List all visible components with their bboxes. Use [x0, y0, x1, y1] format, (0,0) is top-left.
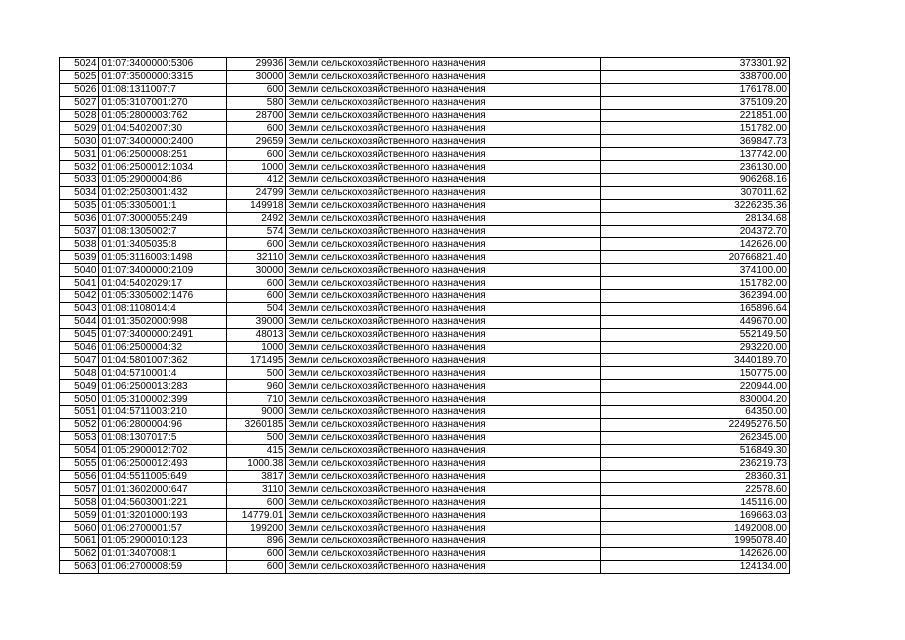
table-row	[60, 393, 790, 406]
cadastral-number-cell: 01:07:3400000:2109	[99, 264, 226, 277]
row-number-cell: 5042	[60, 290, 99, 303]
table-row	[60, 251, 790, 264]
row-number-cell: 5047	[60, 354, 99, 367]
cadastral-value-cell: 150775.00	[600, 367, 789, 380]
land-category-cell: Земли сельскохозяйственного назначения	[286, 199, 600, 212]
cadastral-value-cell: 20766821.40	[600, 251, 789, 264]
cadastral-number-cell: 01:08:1305002:7	[99, 225, 226, 238]
area-cell: 1000.38	[226, 457, 286, 470]
table-row	[60, 547, 790, 560]
land-category-cell: Земли сельскохозяйственного назначения	[286, 354, 600, 367]
cadastral-number-cell: 01:08:1108014:4	[99, 302, 226, 315]
row-number-cell: 5059	[60, 509, 99, 522]
area-cell: 48013	[226, 328, 286, 341]
row-number-cell: 5040	[60, 264, 99, 277]
cadastral-value-cell: 374100.00	[600, 264, 789, 277]
cadastral-number-cell: 01:01:3502000:998	[99, 315, 226, 328]
cadastral-number-cell: 01:04:5710001:4	[99, 367, 226, 380]
row-number-cell: 5032	[60, 161, 99, 174]
cadastral-value-cell: 169663.03	[600, 509, 789, 522]
row-number-cell: 5031	[60, 148, 99, 161]
row-number-cell: 5057	[60, 483, 99, 496]
land-category-cell: Земли сельскохозяйственного назначения	[286, 186, 600, 199]
area-cell: 600	[226, 547, 286, 560]
area-cell: 896	[226, 534, 286, 547]
area-cell: 504	[226, 302, 286, 315]
cadastral-number-cell: 01:02:2503001:432	[99, 186, 226, 199]
table-row	[60, 483, 790, 496]
table-row	[60, 264, 790, 277]
area-cell: 710	[226, 393, 286, 406]
cadastral-number-cell: 01:01:3407008:1	[99, 547, 226, 560]
row-number-cell: 5051	[60, 406, 99, 419]
area-cell: 29936	[226, 58, 286, 71]
table-row	[60, 174, 790, 187]
land-category-cell: Земли сельскохозяйственного назначения	[286, 341, 600, 354]
land-category-cell: Земли сельскохозяйственного назначения	[286, 522, 600, 535]
area-cell: 412	[226, 174, 286, 187]
row-number-cell: 5037	[60, 225, 99, 238]
table-row	[60, 199, 790, 212]
row-number-cell: 5043	[60, 302, 99, 315]
cadastral-value-cell: 204372.70	[600, 225, 789, 238]
table-row	[60, 83, 790, 96]
land-category-cell: Земли сельскохозяйственного назначения	[286, 483, 600, 496]
cadastral-number-cell: 01:05:2900010:123	[99, 534, 226, 547]
spreadsheet-page	[59, 57, 790, 574]
land-category-cell: Земли сельскохозяйственного назначения	[286, 109, 600, 122]
table-row	[60, 212, 790, 225]
table-row	[60, 496, 790, 509]
cadastral-number-cell: 01:06:2700008:59	[99, 560, 226, 573]
area-cell: 24799	[226, 186, 286, 199]
cadastral-number-cell: 01:07:3400000:5306	[99, 58, 226, 71]
row-number-cell: 5050	[60, 393, 99, 406]
row-number-cell: 5063	[60, 560, 99, 573]
land-category-cell: Земли сельскохозяйственного назначения	[286, 470, 600, 483]
land-category-cell: Земли сельскохозяйственного назначения	[286, 406, 600, 419]
row-number-cell: 5058	[60, 496, 99, 509]
cadastral-value-cell: 338700.00	[600, 70, 789, 83]
land-category-cell: Земли сельскохозяйственного назначения	[286, 148, 600, 161]
land-plots-table	[59, 57, 790, 574]
row-number-cell: 5038	[60, 238, 99, 251]
area-cell: 30000	[226, 264, 286, 277]
cadastral-number-cell: 01:05:2900004:86	[99, 174, 226, 187]
row-number-cell: 5044	[60, 315, 99, 328]
land-category-cell: Земли сельскохозяйственного назначения	[286, 302, 600, 315]
cadastral-number-cell: 01:08:1307017:5	[99, 431, 226, 444]
table-row	[60, 560, 790, 573]
cadastral-value-cell: 124134.00	[600, 560, 789, 573]
area-cell: 574	[226, 225, 286, 238]
land-category-cell: Земли сельскохозяйственного назначения	[286, 96, 600, 109]
cadastral-value-cell: 1492008.00	[600, 522, 789, 535]
area-cell: 2492	[226, 212, 286, 225]
cadastral-value-cell: 516849.30	[600, 444, 789, 457]
cadastral-value-cell: 22495276.50	[600, 418, 789, 431]
cadastral-number-cell: 01:07:3400000:2400	[99, 135, 226, 148]
table-row	[60, 70, 790, 83]
row-number-cell: 5041	[60, 277, 99, 290]
land-category-cell: Земли сельскохозяйственного назначения	[286, 315, 600, 328]
cadastral-value-cell: 362394.00	[600, 290, 789, 303]
area-cell: 14779.01	[226, 509, 286, 522]
row-number-cell: 5035	[60, 199, 99, 212]
land-category-cell: Земли сельскохозяйственного назначения	[286, 380, 600, 393]
row-number-cell: 5030	[60, 135, 99, 148]
land-category-cell: Земли сельскохозяйственного назначения	[286, 534, 600, 547]
land-category-cell: Земли сельскохозяйственного назначения	[286, 367, 600, 380]
cadastral-value-cell: 145116.00	[600, 496, 789, 509]
cadastral-number-cell: 01:05:3100002:399	[99, 393, 226, 406]
row-number-cell: 5029	[60, 122, 99, 135]
table-row	[60, 418, 790, 431]
cadastral-value-cell: 28360.31	[600, 470, 789, 483]
area-cell: 600	[226, 277, 286, 290]
cadastral-value-cell: 151782.00	[600, 122, 789, 135]
land-category-cell: Земли сельскохозяйственного назначения	[286, 225, 600, 238]
land-category-cell: Земли сельскохозяйственного назначения	[286, 174, 600, 187]
area-cell: 600	[226, 560, 286, 573]
cadastral-number-cell: 01:04:5603001:221	[99, 496, 226, 509]
table-row	[60, 457, 790, 470]
cadastral-value-cell: 1995078.40	[600, 534, 789, 547]
row-number-cell: 5054	[60, 444, 99, 457]
area-cell: 600	[226, 496, 286, 509]
cadastral-value-cell: 221851.00	[600, 109, 789, 122]
land-category-cell: Земли сельскохозяйственного назначения	[286, 264, 600, 277]
table-body	[60, 58, 790, 574]
land-category-cell: Земли сельскохозяйственного назначения	[286, 58, 600, 71]
cadastral-number-cell: 01:04:5711003:210	[99, 406, 226, 419]
table-row	[60, 341, 790, 354]
row-number-cell: 5036	[60, 212, 99, 225]
row-number-cell: 5062	[60, 547, 99, 560]
cadastral-number-cell: 01:07:3400000:2491	[99, 328, 226, 341]
cadastral-number-cell: 01:08:1311007:7	[99, 83, 226, 96]
area-cell: 3110	[226, 483, 286, 496]
row-number-cell: 5060	[60, 522, 99, 535]
cadastral-value-cell: 176178.00	[600, 83, 789, 96]
cadastral-number-cell: 01:01:3602000:647	[99, 483, 226, 496]
land-category-cell: Земли сельскохозяйственного назначения	[286, 83, 600, 96]
land-category-cell: Земли сельскохозяйственного назначения	[286, 122, 600, 135]
area-cell: 171495	[226, 354, 286, 367]
cadastral-value-cell: 375109.20	[600, 96, 789, 109]
land-category-cell: Земли сельскохозяйственного назначения	[286, 290, 600, 303]
table-row	[60, 135, 790, 148]
row-number-cell: 5053	[60, 431, 99, 444]
land-category-cell: Земли сельскохозяйственного назначения	[286, 509, 600, 522]
cadastral-number-cell: 01:05:3305002:1476	[99, 290, 226, 303]
land-category-cell: Земли сельскохозяйственного назначения	[286, 277, 600, 290]
cadastral-number-cell: 01:05:3116003:1498	[99, 251, 226, 264]
area-cell: 415	[226, 444, 286, 457]
table-row	[60, 225, 790, 238]
cadastral-number-cell: 01:06:2800004:96	[99, 418, 226, 431]
cadastral-value-cell: 137742.00	[600, 148, 789, 161]
cadastral-value-cell: 165896.64	[600, 302, 789, 315]
land-category-cell: Земли сельскохозяйственного назначения	[286, 418, 600, 431]
land-category-cell: Земли сельскохозяйственного назначения	[286, 161, 600, 174]
cadastral-value-cell: 369847.73	[600, 135, 789, 148]
table-row	[60, 58, 790, 71]
table-row	[60, 380, 790, 393]
cadastral-value-cell: 28134.68	[600, 212, 789, 225]
cadastral-number-cell: 01:07:3500000:3315	[99, 70, 226, 83]
land-category-cell: Земли сельскохозяйственного назначения	[286, 70, 600, 83]
cadastral-number-cell: 01:05:2800003:762	[99, 109, 226, 122]
cadastral-value-cell: 220944.00	[600, 380, 789, 393]
row-number-cell: 5025	[60, 70, 99, 83]
cadastral-value-cell: 151782.00	[600, 277, 789, 290]
cadastral-number-cell: 01:04:5402029:17	[99, 277, 226, 290]
cadastral-number-cell: 01:05:3305001:1	[99, 199, 226, 212]
row-number-cell: 5045	[60, 328, 99, 341]
land-category-cell: Земли сельскохозяйственного назначения	[286, 431, 600, 444]
area-cell: 960	[226, 380, 286, 393]
area-cell: 9000	[226, 406, 286, 419]
area-cell: 1000	[226, 341, 286, 354]
row-number-cell: 5056	[60, 470, 99, 483]
cadastral-value-cell: 142626.00	[600, 238, 789, 251]
cadastral-value-cell: 3440189.70	[600, 354, 789, 367]
table-row	[60, 509, 790, 522]
cadastral-number-cell: 01:07:3000055:249	[99, 212, 226, 225]
row-number-cell: 5033	[60, 174, 99, 187]
cadastral-number-cell: 01:04:5511005:649	[99, 470, 226, 483]
cadastral-value-cell: 64350.00	[600, 406, 789, 419]
row-number-cell: 5034	[60, 186, 99, 199]
cadastral-number-cell: 01:06:2500012:493	[99, 457, 226, 470]
row-number-cell: 5052	[60, 418, 99, 431]
cadastral-value-cell: 3226235.36	[600, 199, 789, 212]
area-cell: 3817	[226, 470, 286, 483]
cadastral-value-cell: 830004.20	[600, 393, 789, 406]
cadastral-value-cell: 236219.73	[600, 457, 789, 470]
table-row	[60, 406, 790, 419]
area-cell: 29659	[226, 135, 286, 148]
table-row	[60, 315, 790, 328]
table-row	[60, 109, 790, 122]
land-category-cell: Земли сельскохозяйственного назначения	[286, 457, 600, 470]
table-row	[60, 431, 790, 444]
cadastral-value-cell: 307011.62	[600, 186, 789, 199]
cadastral-value-cell: 293220.00	[600, 341, 789, 354]
cadastral-number-cell: 01:06:2500013:283	[99, 380, 226, 393]
cadastral-number-cell: 01:06:2500012:1034	[99, 161, 226, 174]
cadastral-value-cell: 373301.92	[600, 58, 789, 71]
land-category-cell: Земли сельскохозяйственного назначения	[286, 393, 600, 406]
cadastral-value-cell: 552149.50	[600, 328, 789, 341]
land-category-cell: Земли сельскохозяйственного назначения	[286, 328, 600, 341]
area-cell: 600	[226, 83, 286, 96]
area-cell: 580	[226, 96, 286, 109]
table-row	[60, 122, 790, 135]
area-cell: 28700	[226, 109, 286, 122]
cadastral-value-cell: 22578.60	[600, 483, 789, 496]
land-category-cell: Земли сельскохозяйственного назначения	[286, 547, 600, 560]
land-category-cell: Земли сельскохозяйственного назначения	[286, 560, 600, 573]
cadastral-value-cell: 262345.00	[600, 431, 789, 444]
cadastral-value-cell: 449670.00	[600, 315, 789, 328]
land-category-cell: Земли сельскохозяйственного назначения	[286, 251, 600, 264]
cadastral-number-cell: 01:05:3107001:270	[99, 96, 226, 109]
cadastral-number-cell: 01:06:2500004:32	[99, 341, 226, 354]
row-number-cell: 5028	[60, 109, 99, 122]
area-cell: 500	[226, 431, 286, 444]
land-category-cell: Земли сельскохозяйственного назначения	[286, 212, 600, 225]
cadastral-value-cell: 142626.00	[600, 547, 789, 560]
table-row	[60, 470, 790, 483]
row-number-cell: 5026	[60, 83, 99, 96]
table-row	[60, 522, 790, 535]
area-cell: 600	[226, 238, 286, 251]
table-row	[60, 290, 790, 303]
table-row	[60, 367, 790, 380]
row-number-cell: 5049	[60, 380, 99, 393]
cadastral-number-cell: 01:04:5801007:362	[99, 354, 226, 367]
area-cell: 149918	[226, 199, 286, 212]
table-row	[60, 354, 790, 367]
area-cell: 600	[226, 290, 286, 303]
cadastral-number-cell: 01:06:2700001:57	[99, 522, 226, 535]
cadastral-value-cell: 906268.16	[600, 174, 789, 187]
table-row	[60, 238, 790, 251]
table-row	[60, 534, 790, 547]
table-row	[60, 161, 790, 174]
row-number-cell: 5039	[60, 251, 99, 264]
row-number-cell: 5046	[60, 341, 99, 354]
land-category-cell: Земли сельскохозяйственного назначения	[286, 238, 600, 251]
area-cell: 32110	[226, 251, 286, 264]
area-cell: 199200	[226, 522, 286, 535]
cadastral-number-cell: 01:04:5402007:30	[99, 122, 226, 135]
table-row	[60, 186, 790, 199]
land-category-cell: Земли сельскохозяйственного назначения	[286, 496, 600, 509]
row-number-cell: 5048	[60, 367, 99, 380]
area-cell: 30000	[226, 70, 286, 83]
area-cell: 3260185	[226, 418, 286, 431]
row-number-cell: 5024	[60, 58, 99, 71]
cadastral-number-cell: 01:05:2900012:702	[99, 444, 226, 457]
cadastral-number-cell: 01:06:2500008:251	[99, 148, 226, 161]
table-row	[60, 328, 790, 341]
row-number-cell: 5061	[60, 534, 99, 547]
area-cell: 600	[226, 148, 286, 161]
table-row	[60, 148, 790, 161]
cadastral-number-cell: 01:01:3201000:193	[99, 509, 226, 522]
cadastral-value-cell: 236130.00	[600, 161, 789, 174]
table-row	[60, 444, 790, 457]
table-row	[60, 96, 790, 109]
land-category-cell: Земли сельскохозяйственного назначения	[286, 444, 600, 457]
row-number-cell: 5055	[60, 457, 99, 470]
area-cell: 39000	[226, 315, 286, 328]
table-row	[60, 302, 790, 315]
table-row	[60, 277, 790, 290]
row-number-cell: 5027	[60, 96, 99, 109]
area-cell: 1000	[226, 161, 286, 174]
cadastral-number-cell: 01:01:3405035:8	[99, 238, 226, 251]
area-cell: 500	[226, 367, 286, 380]
land-category-cell: Земли сельскохозяйственного назначения	[286, 135, 600, 148]
area-cell: 600	[226, 122, 286, 135]
